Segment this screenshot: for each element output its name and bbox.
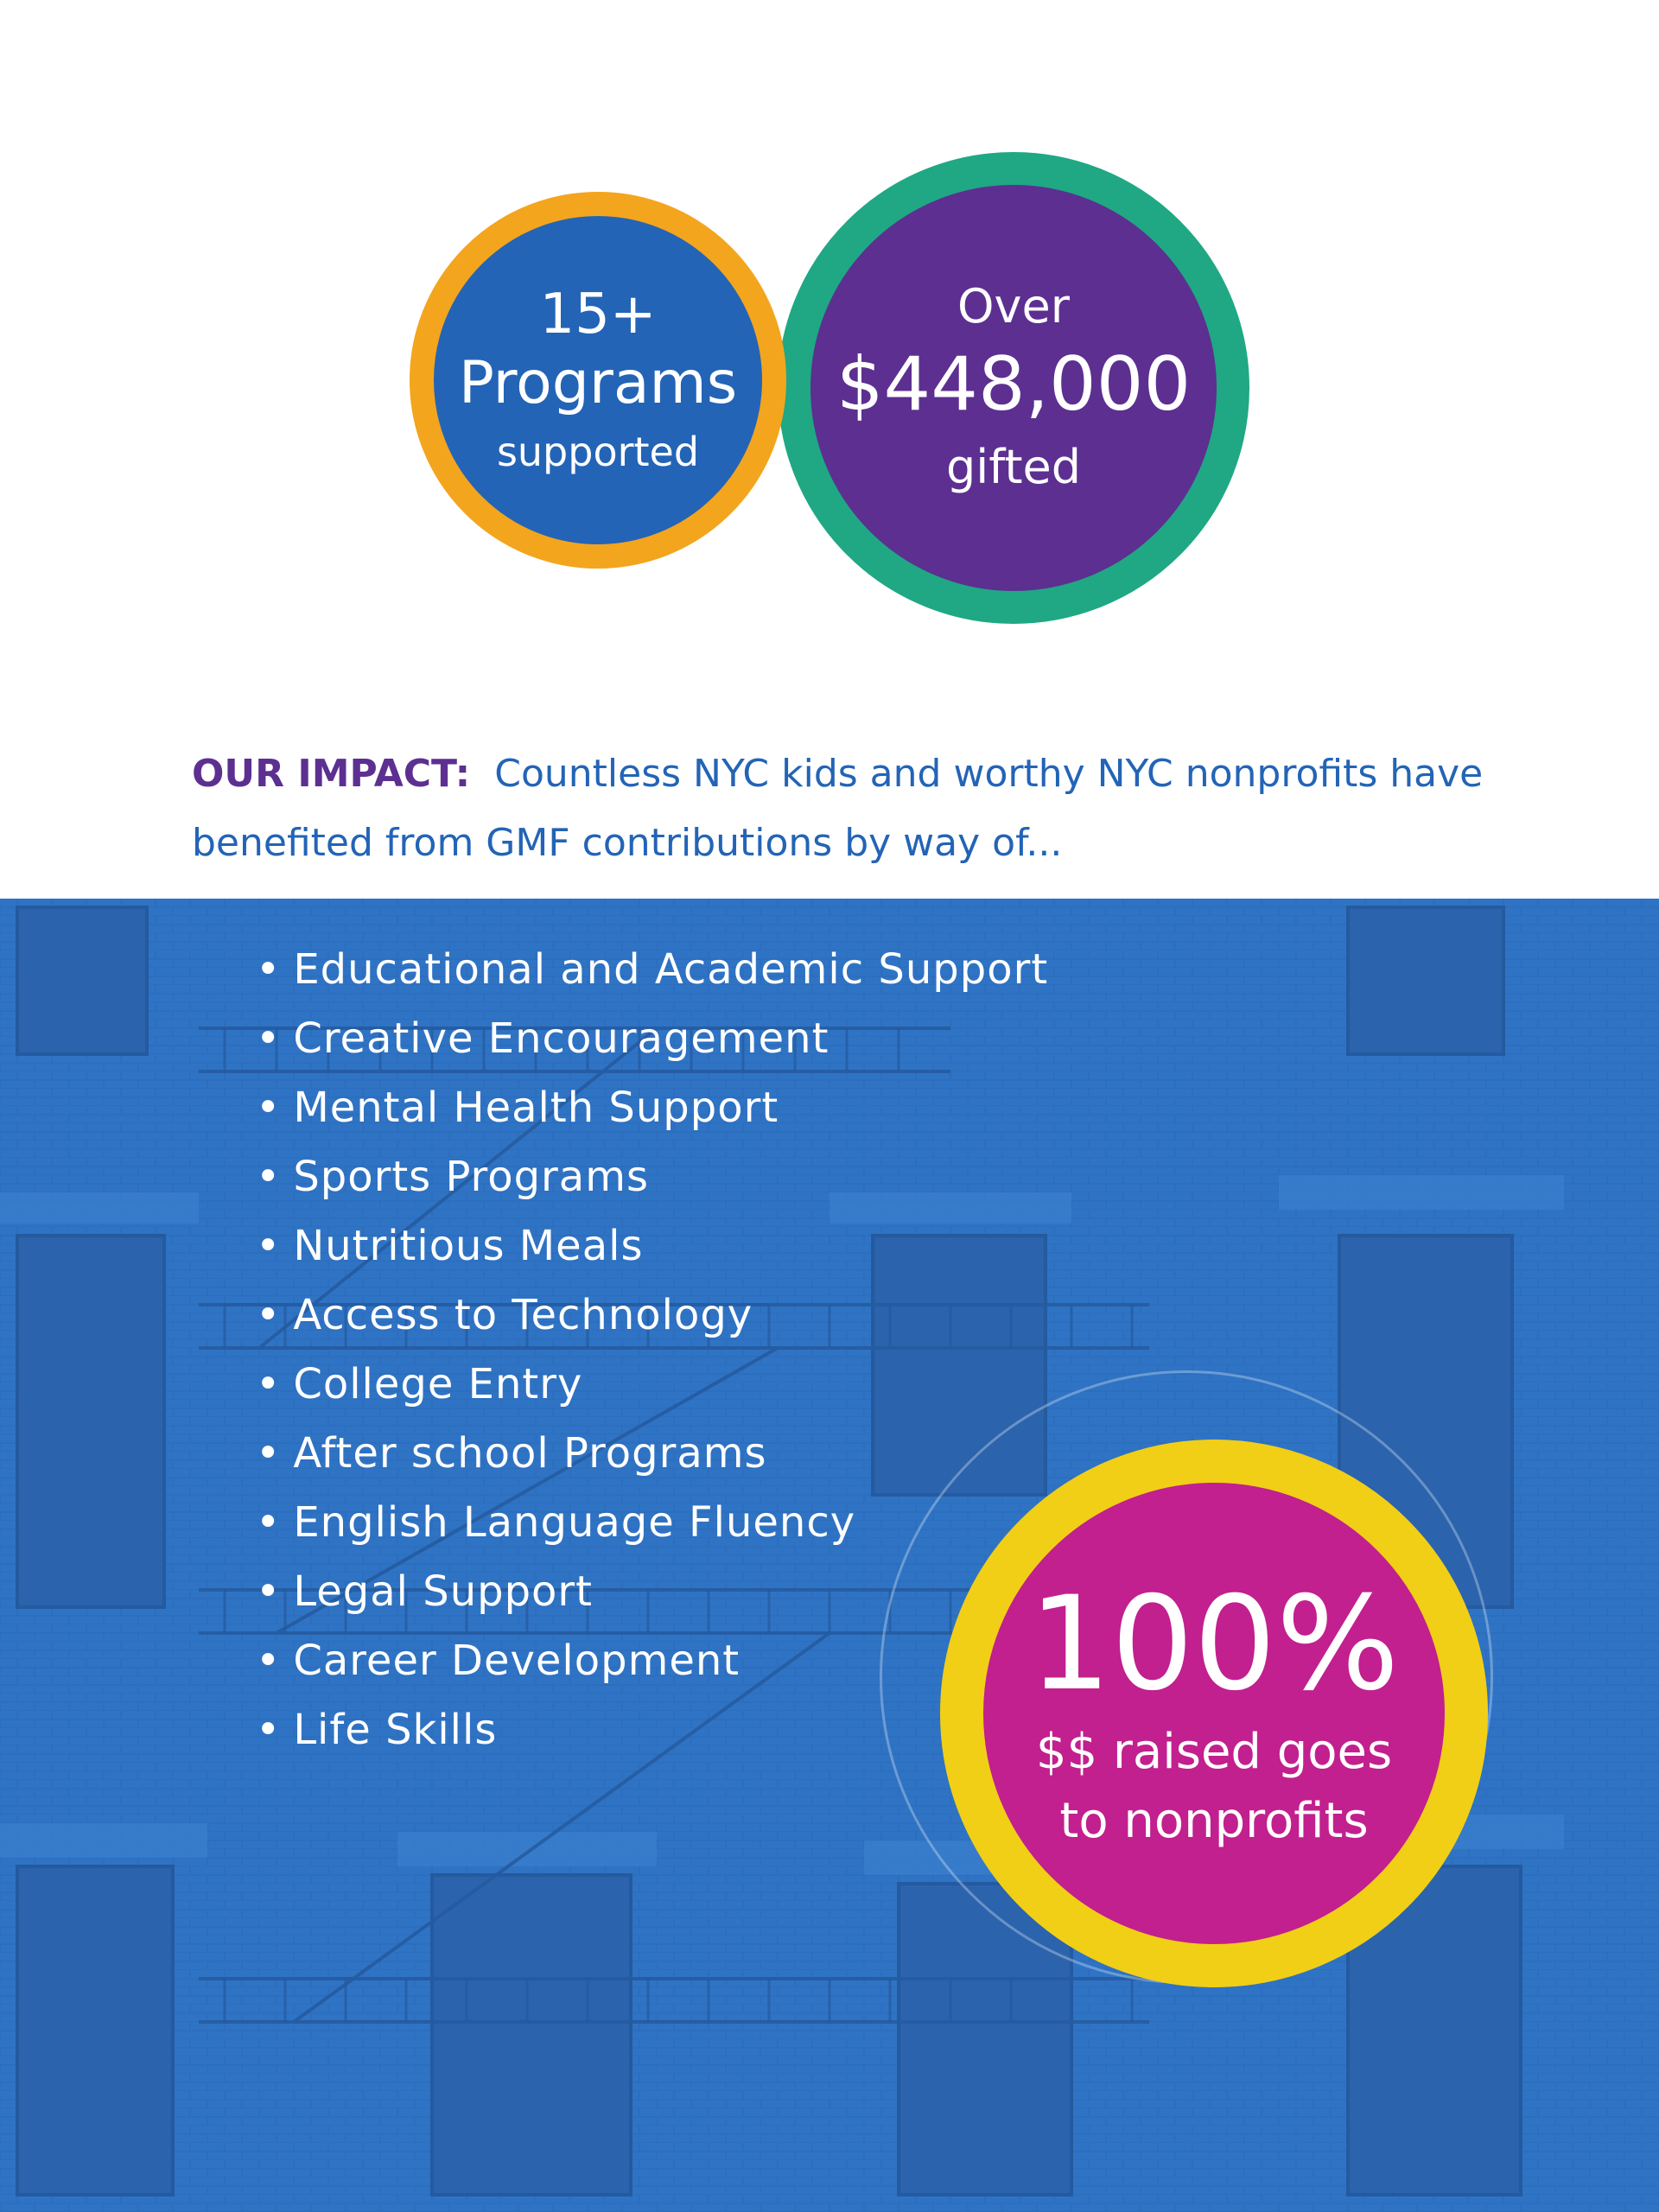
- percent-value: 100%: [1028, 1569, 1400, 1719]
- list-item: • Life Skills: [256, 1706, 498, 1754]
- percent-stat-circle: [940, 1440, 1488, 1987]
- impact-text: Countless NYC kids and worthy NYC nonprofits have benefited from GMF contributions by way of...: [192, 752, 1484, 865]
- list-item: • Career Development: [256, 1637, 741, 1685]
- list-item: • Access to Technology: [256, 1291, 753, 1339]
- list-item: • Educational and Academic Support: [256, 945, 1049, 994]
- list-item: • English Language Fluency: [256, 1498, 856, 1547]
- bullet-icon: •: [256, 945, 282, 994]
- percent-line-1: $$ raised goes: [1035, 1724, 1393, 1780]
- list-item: • College Entry: [256, 1360, 583, 1408]
- impact-lead: OUR IMPACT:: [192, 752, 471, 796]
- programs-stat-circle: [410, 192, 786, 569]
- programs-label: Programs: [458, 349, 738, 417]
- list-item: • Creative Encouragement: [256, 1014, 830, 1063]
- programs-sublabel: supported: [496, 429, 700, 475]
- list-item: • Nutritious Meals: [256, 1222, 644, 1270]
- gifted-amount: $448,000: [836, 341, 1192, 428]
- bullet-icon: •: [256, 1084, 282, 1132]
- bullet-icon: •: [256, 1498, 282, 1547]
- list-item: • Legal Support: [256, 1567, 593, 1616]
- impact-statement: [192, 740, 1505, 878]
- list-item: • After school Programs: [256, 1429, 767, 1478]
- bullet-icon: •: [256, 1567, 282, 1616]
- bullet-icon: •: [256, 1222, 282, 1270]
- gifted-sublabel: gifted: [945, 440, 1081, 494]
- bullet-icon: •: [256, 1429, 282, 1478]
- bullet-icon: •: [256, 1153, 282, 1201]
- list-item: • Sports Programs: [256, 1153, 649, 1201]
- gifted-stat-circle: [778, 152, 1249, 624]
- bullet-icon: •: [256, 1706, 282, 1754]
- gifted-prefix: Over: [957, 279, 1070, 334]
- bullet-icon: •: [256, 1291, 282, 1339]
- bullet-icon: •: [256, 1014, 282, 1063]
- programs-count: 15+: [539, 283, 657, 346]
- bullet-icon: •: [256, 1360, 282, 1408]
- bullet-icon: •: [256, 1637, 282, 1685]
- percent-line-2: to nonprofits: [1059, 1793, 1369, 1849]
- list-item: • Mental Health Support: [256, 1084, 779, 1132]
